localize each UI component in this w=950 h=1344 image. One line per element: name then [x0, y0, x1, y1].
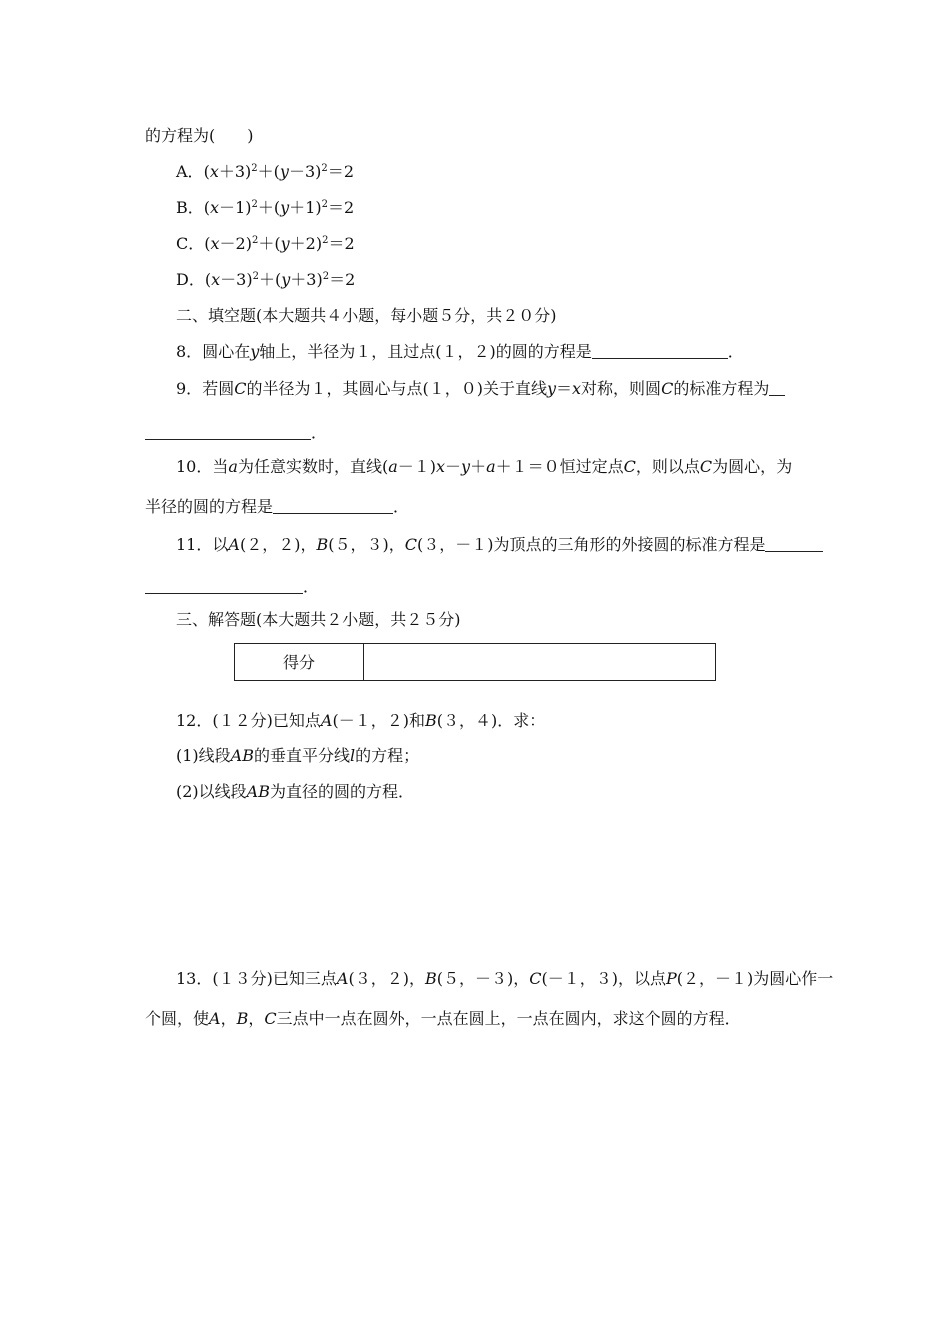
q7-option-c: C．$(x-2)^2+(y+2)^2=2$	[176, 234, 355, 253]
q9-answer-blank[interactable]	[145, 425, 311, 440]
q9-answer-blank-start[interactable]	[769, 381, 785, 396]
question-10-line-2: 半径的圆的方程是 ．	[145, 497, 410, 516]
q7-option-a: A．$(x+3)^2+(y-3)^2=2$	[176, 162, 354, 181]
section-fill-in-title: 二、填空题(本大题共４小题，每小题５分，共２０分)	[176, 306, 557, 325]
score-table	[234, 643, 716, 681]
q10-answer-blank[interactable]	[273, 499, 393, 514]
score-value-cell[interactable]	[364, 644, 716, 681]
section-answer-title: 三、解答题(本大题共２小题，共２５分)	[176, 610, 461, 629]
q7-option-b: B．$(x-1)^2+(y+1)^2=2$	[176, 198, 355, 217]
question-10: 10．当a为任意实数时，直线(a－１)x－y＋a＋１＝０恒过定点C，则以点C为圆心，为	[176, 457, 793, 476]
question-9-line-2: ．	[145, 423, 327, 443]
q7-option-d: D．$(x-3)^2+(y+3)^2=2$	[176, 270, 356, 289]
question-11-line-2: ．	[145, 577, 319, 597]
question-13: 13．(１３分)已知三点A(３，２)，B(５，－３)，C(－１，３)，以点P(２，－１)为圆心作一	[176, 969, 834, 988]
question-9: 9．若圆C的半径为１，其圆心与点(１，０)关于直线y＝x对称，则圆C的标准方程为	[176, 379, 785, 399]
q7-tail: 的方程为( )	[145, 126, 254, 145]
q11-answer-blank[interactable]	[145, 579, 303, 594]
question-12-part-2: (2)以线段AB为直径的圆的方程．	[176, 782, 414, 801]
question-11: 11．以A(２，２)，B(５，３)，C(３，－１)为顶点的三角形的外接圆的标准方程是	[176, 535, 823, 555]
q8-answer-blank[interactable]	[592, 344, 728, 359]
question-13-line-2: 个圆，使A，B，C三点中一点在圆外，一点在圆上，一点在圆内，求这个圆的方程．	[145, 1009, 741, 1028]
q11-answer-blank-start[interactable]	[765, 537, 823, 552]
question-12: 12．(１２分)已知点A(－１，２)和B(３，４)．求：	[176, 711, 546, 730]
question-8: 8．圆心在y轴上，半径为１，且过点(１，２)的圆的方程是 ．	[176, 342, 744, 361]
score-label: 得分	[235, 644, 364, 681]
question-12-part-1: (1)线段AB的垂直平分线l的方程；	[176, 746, 420, 765]
